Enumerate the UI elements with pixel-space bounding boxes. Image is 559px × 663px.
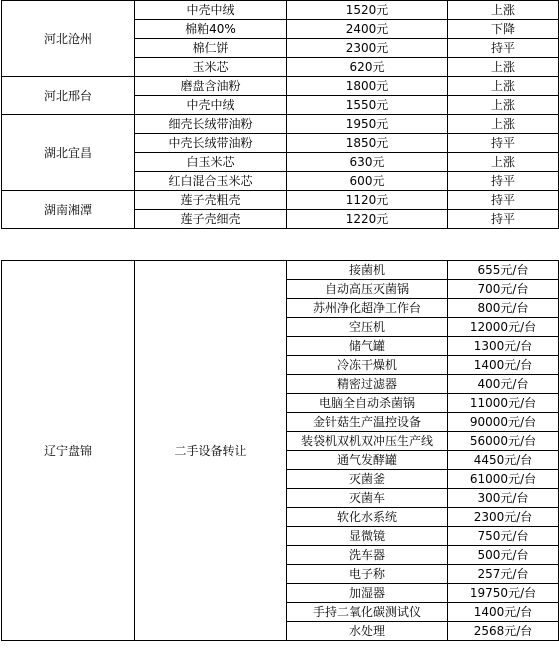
price-cell: 2400元 xyxy=(287,20,448,39)
item-cell: 灭菌釜 xyxy=(287,470,448,489)
item-cell: 莲子壳粗壳 xyxy=(135,191,287,210)
price-cell: 300元/台 xyxy=(448,489,559,508)
item-cell: 中壳中绒 xyxy=(135,1,287,20)
item-cell: 接菌机 xyxy=(287,261,448,280)
price-cell: 11000元/台 xyxy=(448,394,559,413)
price-cell: 56000元/台 xyxy=(448,432,559,451)
trend-cell: 持平 xyxy=(448,210,559,229)
price-cell: 1120元 xyxy=(287,191,448,210)
price-cell: 2568元/台 xyxy=(448,622,559,641)
price-cell: 620元 xyxy=(287,58,448,77)
item-cell: 储气罐 xyxy=(287,337,448,356)
trend-cell: 上涨 xyxy=(448,77,559,96)
price-cell: 257元/台 xyxy=(448,565,559,584)
item-cell: 装袋机双机双冲压生产线 xyxy=(287,432,448,451)
item-cell: 棉粕40% xyxy=(135,20,287,39)
price-cell: 400元/台 xyxy=(448,375,559,394)
trend-cell: 上涨 xyxy=(448,153,559,172)
item-cell: 冷冻干燥机 xyxy=(287,356,448,375)
item-cell: 红白混合玉米芯 xyxy=(135,172,287,191)
price-cell: 1220元 xyxy=(287,210,448,229)
item-cell: 苏州净化超净工作台 xyxy=(287,299,448,318)
trend-cell: 持平 xyxy=(448,134,559,153)
item-cell: 软化水系统 xyxy=(287,508,448,527)
item-cell: 白玉米芯 xyxy=(135,153,287,172)
price-cell: 61000元/台 xyxy=(448,470,559,489)
region-cell: 辽宁盘锦 xyxy=(2,261,135,641)
price-cell: 1550元 xyxy=(287,96,448,115)
trend-cell: 持平 xyxy=(448,172,559,191)
table-row xyxy=(2,191,559,210)
item-cell: 洗车器 xyxy=(287,546,448,565)
price-cell: 1800元 xyxy=(287,77,448,96)
price-cell: 1950元 xyxy=(287,115,448,134)
price-cell: 700元/台 xyxy=(448,280,559,299)
price-cell: 800元/台 xyxy=(448,299,559,318)
region-cell: 河北沧州 xyxy=(2,1,135,77)
price-cell: 655元/台 xyxy=(448,261,559,280)
category-cell: 二手设备转让 xyxy=(135,261,287,641)
price-cell: 1300元/台 xyxy=(448,337,559,356)
item-cell: 水处理 xyxy=(287,622,448,641)
item-cell: 自动高压灭菌锅 xyxy=(287,280,448,299)
item-cell: 显微镜 xyxy=(287,527,448,546)
price-cell: 1520元 xyxy=(287,1,448,20)
item-cell: 金针菇生产温控设备 xyxy=(287,413,448,432)
region-cell: 湖南湘潭 xyxy=(2,191,135,229)
item-cell: 中壳长绒带油粉 xyxy=(135,134,287,153)
trend-cell: 上涨 xyxy=(448,1,559,20)
price-cell: 2300元/台 xyxy=(448,508,559,527)
price-cell: 2300元 xyxy=(287,39,448,58)
table-separator xyxy=(0,240,559,260)
table-row xyxy=(2,115,559,134)
table-row xyxy=(2,1,559,20)
item-cell: 加湿器 xyxy=(287,584,448,603)
price-cell: 1400元/台 xyxy=(448,356,559,375)
table-row xyxy=(2,77,559,96)
trend-cell: 持平 xyxy=(448,39,559,58)
trend-cell: 上涨 xyxy=(448,58,559,77)
price-cell: 600元 xyxy=(287,172,448,191)
price-table xyxy=(1,0,559,229)
price-cell: 19750元/台 xyxy=(448,584,559,603)
item-cell: 空压机 xyxy=(287,318,448,337)
region-cell: 湖北宜昌 xyxy=(2,115,135,191)
item-cell: 精密过滤器 xyxy=(287,375,448,394)
price-cell: 630元 xyxy=(287,153,448,172)
item-cell: 莲子壳细壳 xyxy=(135,210,287,229)
item-cell: 中壳中绒 xyxy=(135,96,287,115)
item-cell: 手持二氧化碳测试仪 xyxy=(287,603,448,622)
price-cell: 1400元/台 xyxy=(448,603,559,622)
trend-cell: 上涨 xyxy=(448,96,559,115)
item-cell: 细壳长绒带油粉 xyxy=(135,115,287,134)
price-cell: 500元/台 xyxy=(448,546,559,565)
item-cell: 灭菌车 xyxy=(287,489,448,508)
price-cell: 750元/台 xyxy=(448,527,559,546)
trend-cell: 下降 xyxy=(448,20,559,39)
item-cell: 电子称 xyxy=(287,565,448,584)
trend-cell: 持平 xyxy=(448,191,559,210)
item-cell: 电脑全自动杀菌锅 xyxy=(287,394,448,413)
item-cell: 棉仁饼 xyxy=(135,39,287,58)
trend-cell: 上涨 xyxy=(448,115,559,134)
price-cell: 4450元/台 xyxy=(448,451,559,470)
price-cell: 90000元/台 xyxy=(448,413,559,432)
table-row xyxy=(2,261,559,280)
item-cell: 通气发酵罐 xyxy=(287,451,448,470)
item-cell: 玉米芯 xyxy=(135,58,287,77)
price-cell: 1850元 xyxy=(287,134,448,153)
equipment-table xyxy=(1,260,559,641)
item-cell: 磨盘含油粉 xyxy=(135,77,287,96)
price-cell: 12000元/台 xyxy=(448,318,559,337)
region-cell: 河北邢台 xyxy=(2,77,135,115)
